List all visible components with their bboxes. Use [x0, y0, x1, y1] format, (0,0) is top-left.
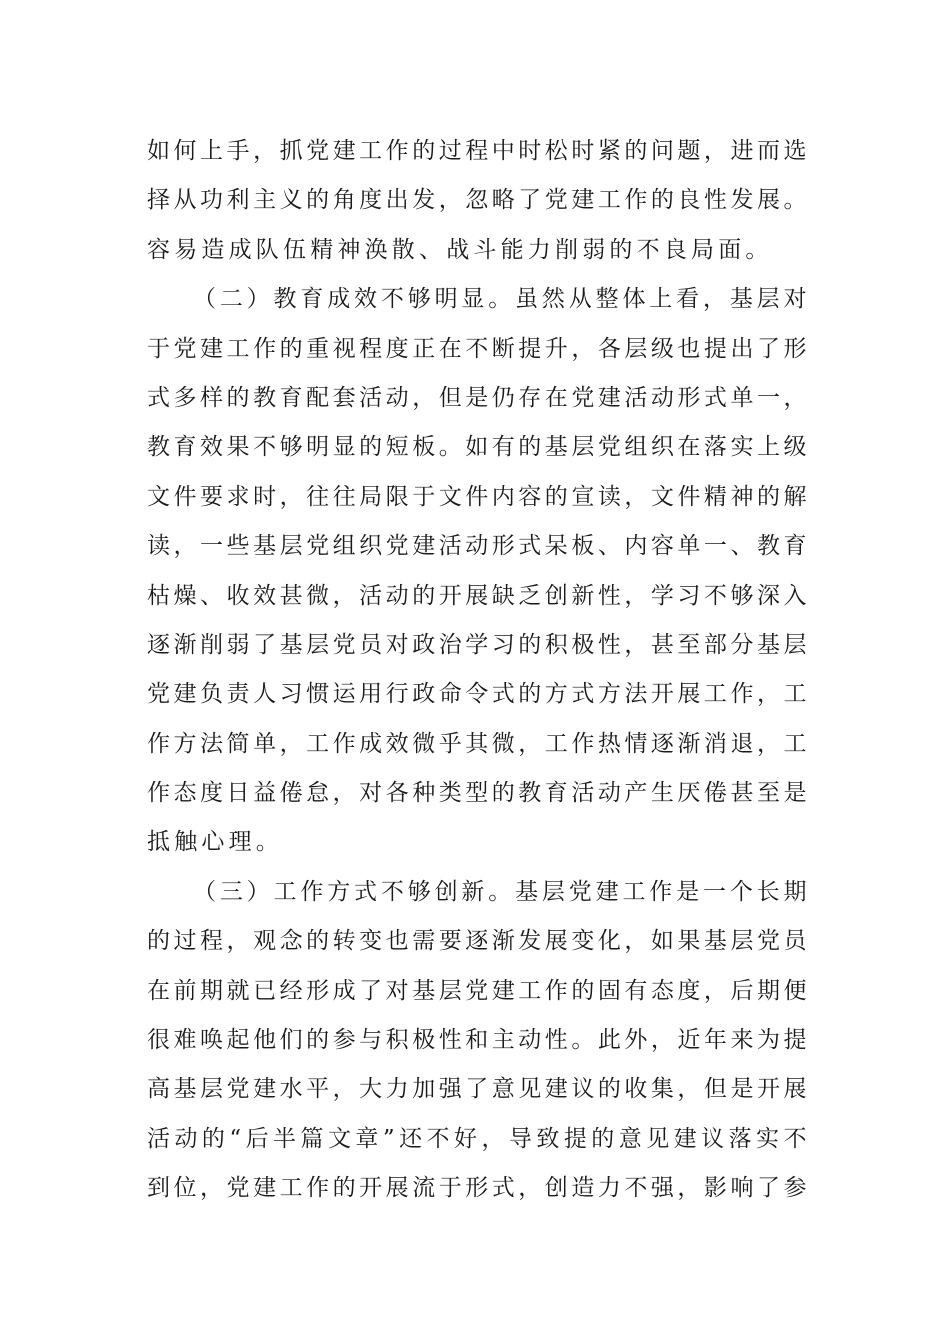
- text-line: 择从功利主义的角度出发，忽略了党建工作的良性发展。: [147, 187, 807, 214]
- text-line: 很难唤起他们的参与积极性和主动性。此外，近年来为提: [147, 1027, 807, 1054]
- text-line: 如何上手，抓党建工作的过程中时松时紧的问题，进而选: [147, 138, 807, 164]
- text-line: 到位，党建工作的开展流于形式，创造力不强，影响了参: [147, 1175, 807, 1202]
- text-line: 的过程，观念的转变也需要逐渐发展变化，如果基层党员: [147, 928, 807, 955]
- text-line: 逐渐削弱了基层党员对政治学习的积极性，甚至部分基层: [147, 631, 807, 658]
- paragraph-2: [147, 275, 807, 868]
- text-line: 于党建工作的重视程度正在不断提升，各层级也提出了形: [147, 335, 807, 362]
- text-line: 抵触心理。: [147, 829, 283, 856]
- paragraph-3: [147, 868, 807, 1214]
- text-line: 式多样的教育配套活动，但是仍存在党建活动形式单一，: [147, 384, 807, 411]
- text-line: 文件要求时，往往局限于文件内容的宣读，文件精神的解: [147, 483, 807, 510]
- text-line: 高基层党建水平，大力加强了意见建议的收集，但是开展: [147, 1076, 807, 1103]
- text-line: 枯燥、收效甚微，活动的开展缺乏创新性，学习不够深入: [147, 582, 807, 609]
- text-line: 容易造成队伍精神涣散、战斗能力削弱的不良局面。: [147, 236, 773, 263]
- text-line: （三）工作方式不够创新。基层党建工作是一个长期: [193, 878, 807, 905]
- document-body: [147, 127, 807, 1214]
- text-line: 作方法简单，工作成效微乎其微，工作热情逐渐消退，工: [147, 730, 807, 757]
- text-line: 读，一些基层党组织党建活动形式呆板、内容单一、教育: [147, 533, 807, 560]
- text-line: 党建负责人习惯运用行政命令式的方式方法开展工作，工: [147, 681, 807, 708]
- text-line: （二）教育成效不够明显。虽然从整体上看，基层对: [193, 286, 807, 313]
- text-line: 教育效果不够明显的短板。如有的基层党组织在落实上级: [147, 434, 807, 461]
- text-line: 在前期就已经形成了对基层党建工作的固有态度，后期便: [147, 977, 807, 1004]
- paragraph-1: [147, 127, 807, 275]
- text-line: 作态度日益倦怠，对各种类型的教育活动产生厌倦甚至是: [147, 780, 807, 807]
- text-line: 活动的“后半篇文章”还不好，导致提的意见建议落实不: [147, 1125, 807, 1152]
